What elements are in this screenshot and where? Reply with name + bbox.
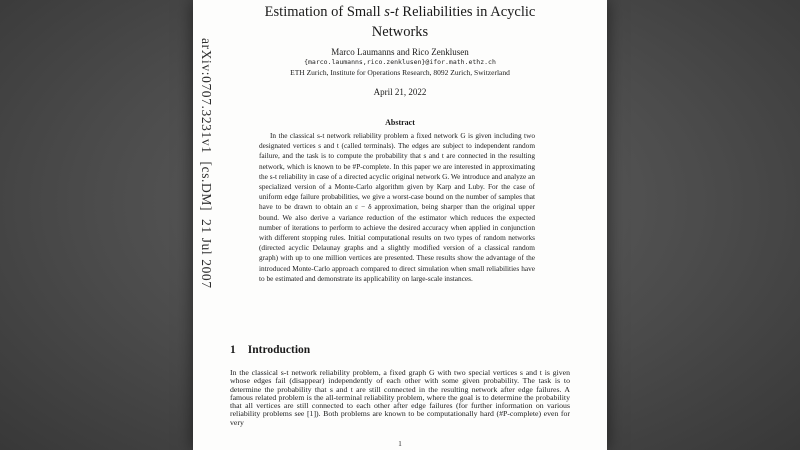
section-title: Introduction [247, 344, 311, 356]
title-line2: Networks [371, 23, 429, 40]
page-number: 1 [398, 440, 402, 448]
affiliation-line: ETH Zurich, Institute for Operations Research, 8092 Zurich, Switzerland [290, 68, 510, 77]
paper-date: April 21, 2022 [373, 87, 427, 97]
abstract-text: In the classical s-t network reliability problem a fixed network G is given including two designated vertices s and t (called terminals). The edges are subject to independent random failure, and the task is to compute the probability that s and t are connected in the resulting network, which is known to be #P-complete. In this paper we are interested in approximating the s-t reliability in case of a directed acyclic original network G. We introduce and analyze an specialized version of a Monte-Carlo algorithm given by Karp and Luby. For the case of uniform edge failure probabilities, we give a worst-case bound on the number of samples that have to be drawn to obtain an ε − δ approximation, being sharper than the original upper bound. We also derive a variance reduction of the estimator which reduces the expected number of iterations to perform to achieve the desired accuracy when applied in conjunction with different stopping rules. Initial computational results on two types of random networks (directed acyclic Delaunay graphs and a slightly modified version of a classical random graph) with up to one million vertices are presented. These results show the advantage of the introduced Monte-Carlo approach compared to direct simulation when small reliabilities have to be estimated and demonstrate its applicability on large-scale instances. [259, 131, 535, 283]
section-number: 1 [230, 344, 236, 356]
paper-page [193, 0, 607, 450]
abstract-heading: Abstract [385, 118, 415, 127]
title-text-post: Reliabilities in Acyclic [398, 4, 536, 20]
author-emails: {marco.laumanns,rico.zenklusen}@ifor.math.ethz.ch [304, 58, 496, 66]
title-text-pre: Estimation of Small [264, 4, 385, 20]
introduction-paragraph: In the classical s-t network reliability problem, a fixed graph G with two special vertices s and t is given whose edges fail (disappear) independently of each other with some given probability. The task is to determine the probability that s and t are still connected in the resulting network after edge failures. A famous related problem is the all-terminal reliability problem, where the goal is to determine the probability that all vertices are still connected to each other after edge failures (for further information on various reliability problems see [1]). Both problems are known to be computationally hard (#P-complete) even for very [230, 368, 570, 427]
section-heading [230, 344, 570, 356]
arxiv-watermark: arXiv:0707.3231v1 [cs.DM] 21 Jul 2007 [199, 38, 214, 289]
authors-line: Marco Laumanns and Rico Zenklusen [331, 47, 469, 57]
paper-title [230, 3, 570, 42]
title-emphasis: s-t [384, 4, 399, 20]
